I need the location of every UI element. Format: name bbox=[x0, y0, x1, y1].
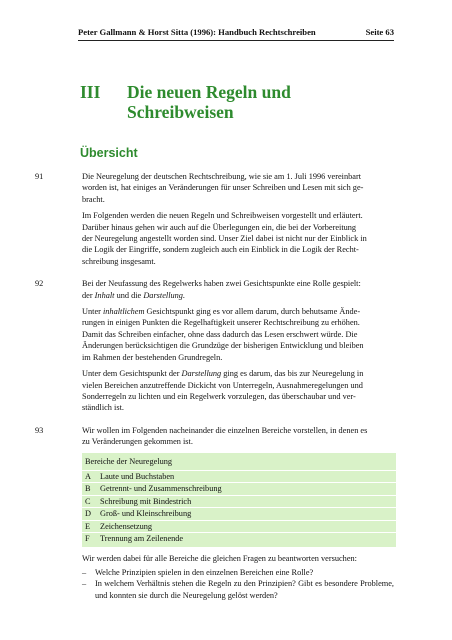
areas-box bbox=[82, 453, 396, 548]
list-item bbox=[82, 483, 396, 494]
margin-number: 92 bbox=[35, 279, 44, 289]
page-number: Seite 63 bbox=[365, 27, 394, 37]
text-line bbox=[82, 306, 394, 317]
header-rule bbox=[78, 40, 394, 41]
text-line: die Logik der Eingriffe, sondern zugleich auch ein Einblick in die Logik der Recht- bbox=[82, 245, 359, 255]
text-line: worden ist, hat einiges an Veränderungen für unser Schreiben und Lesen mit sich ge- bbox=[82, 183, 364, 193]
paragraph-91-continued bbox=[82, 210, 394, 267]
text-line: im Rahmen der bestehenden Grundregeln. bbox=[82, 352, 223, 362]
text-run: der bbox=[82, 290, 95, 300]
list-item bbox=[82, 508, 396, 519]
item-label: Getrennt- und Zusammenschreibung bbox=[100, 484, 222, 494]
text-line: Darüber hinaus gehen wir auch auf die Überlegungen ein, die bei der Vorbereitung bbox=[82, 222, 357, 232]
item-label: Zeichensetzung bbox=[100, 521, 153, 531]
text-line: schreibung insgesamt. bbox=[82, 256, 156, 266]
text-line: Die Neuregelung der deutschen Rechtschreibung, wie sie am 1. Juli 1996 vereinbart bbox=[82, 172, 362, 181]
paragraph-91 bbox=[35, 171, 394, 205]
text-line: ständlich ist. bbox=[82, 403, 124, 413]
text-line: Im Folgenden werden die neuen Regeln und Schreibweisen vorgestellt und erläutert. bbox=[82, 211, 363, 221]
item-letter: F bbox=[85, 533, 90, 543]
dash-text: In welchem Verhältnis stehen die Regeln zu den Prinzipien? Gibt es besondere Probleme, und konnten sie durch die Neuregelung gelöst werden? bbox=[95, 579, 394, 600]
list-item bbox=[82, 533, 396, 544]
emphasis-darstellung: Darstellung bbox=[181, 369, 222, 379]
text-line: rungen in einigen Punkten die Regelhaftigkeit unserer Rechtschreibung zu erhöhen. bbox=[82, 318, 360, 328]
text-line: Bei der Neufassung des Regelwerks haben zwei Gesichtspunkte eine Rolle gespielt: bbox=[82, 279, 361, 289]
text-run: und die bbox=[114, 290, 144, 300]
margin-number: 91 bbox=[35, 172, 44, 181]
item-letter: D bbox=[85, 509, 91, 519]
chapter-title bbox=[127, 82, 347, 122]
text-line: zu Veränderungen gekommen ist. bbox=[82, 437, 193, 447]
item-letter: B bbox=[85, 484, 91, 494]
paragraph-92-content bbox=[82, 306, 394, 363]
emphasis-inhalt: Inhalt bbox=[94, 290, 115, 300]
paragraph-92 bbox=[35, 278, 394, 301]
item-label: Groß- und Kleinschreibung bbox=[100, 509, 192, 519]
chapter-title-line-2: Schreibweisen bbox=[127, 102, 234, 122]
areas-box-title: Bereiche der Neuregelung bbox=[85, 456, 173, 466]
text-run: ging es darum, das bis zur Neuregelung in bbox=[221, 369, 364, 379]
list-item bbox=[82, 521, 396, 532]
item-label: Trennung am Zeilenende bbox=[100, 533, 184, 543]
text-line bbox=[82, 290, 394, 301]
text-line: Damit das Schreiben einfacher, ohne dass dadurch das Lesen erschwert würde. Die bbox=[82, 329, 358, 339]
emphasis-inhaltlichem: inhaltlichem bbox=[102, 307, 145, 317]
text-line: bracht. bbox=[82, 194, 105, 204]
text-line: Wir werden dabei für alle Bereiche die gleichen Fragen zu beantworten versuchen: bbox=[82, 554, 357, 564]
text-line bbox=[82, 368, 394, 379]
page-body bbox=[0, 171, 452, 601]
running-header bbox=[78, 27, 394, 37]
item-letter: A bbox=[85, 471, 91, 481]
paragraph-92-presentation bbox=[82, 368, 394, 414]
header-citation: Peter Gallmann & Horst Sitta (1996): Handbuch Rechtschreiben bbox=[78, 27, 316, 37]
text-line: vielen Bereichen anzutreffende Dickicht von Unterregeln, Ausnahmeregelungen und bbox=[82, 380, 363, 390]
list-item bbox=[82, 496, 396, 507]
text-line: der Neuregelung angestellt worden sind. Unser Ziel dabei ist nicht nur der Einblick in bbox=[82, 234, 367, 244]
text-run: Unter dem Gesichtspunkt der bbox=[82, 369, 182, 379]
dash-item bbox=[82, 578, 394, 601]
dash-marker: – bbox=[82, 579, 87, 589]
dash-text: Welche Prinzipien spielen in den einzelnen Bereichen eine Rolle? bbox=[95, 567, 314, 577]
section-heading: Übersicht bbox=[80, 146, 138, 160]
item-letter: E bbox=[85, 521, 91, 531]
item-letter: C bbox=[85, 496, 91, 506]
paragraph-93 bbox=[35, 425, 394, 448]
text-line: Sonderregeln zu lichten und ein Regelwerk vorzulegen, das überschaubar und ver- bbox=[82, 391, 356, 401]
emphasis-darstellung: Darstellung. bbox=[143, 290, 186, 300]
list-item bbox=[82, 471, 396, 482]
dash-item bbox=[82, 567, 394, 578]
margin-number: 93 bbox=[35, 425, 44, 435]
text-line: Wir wollen im Folgenden nacheinander die einzelnen Bereiche vorstellen, in denen es bbox=[82, 425, 368, 435]
item-label: Laute und Buchstaben bbox=[100, 471, 175, 481]
item-label: Schreibung mit Bindestrich bbox=[100, 496, 192, 506]
chapter-number: III bbox=[80, 82, 101, 102]
text-line: Änderungen berücksichtigen die Grundzüge der bisherigen Entwicklung und bleiben bbox=[82, 341, 364, 351]
text-run: Unter bbox=[82, 307, 103, 317]
chapter-title-line-1: Die neuen Regeln und bbox=[127, 82, 291, 102]
paragraph-93-questions bbox=[82, 553, 394, 564]
dash-marker: – bbox=[82, 567, 87, 577]
text-run: Gesichtspunkt ging es vor allem darum, durch behutsame Ände- bbox=[144, 307, 361, 317]
